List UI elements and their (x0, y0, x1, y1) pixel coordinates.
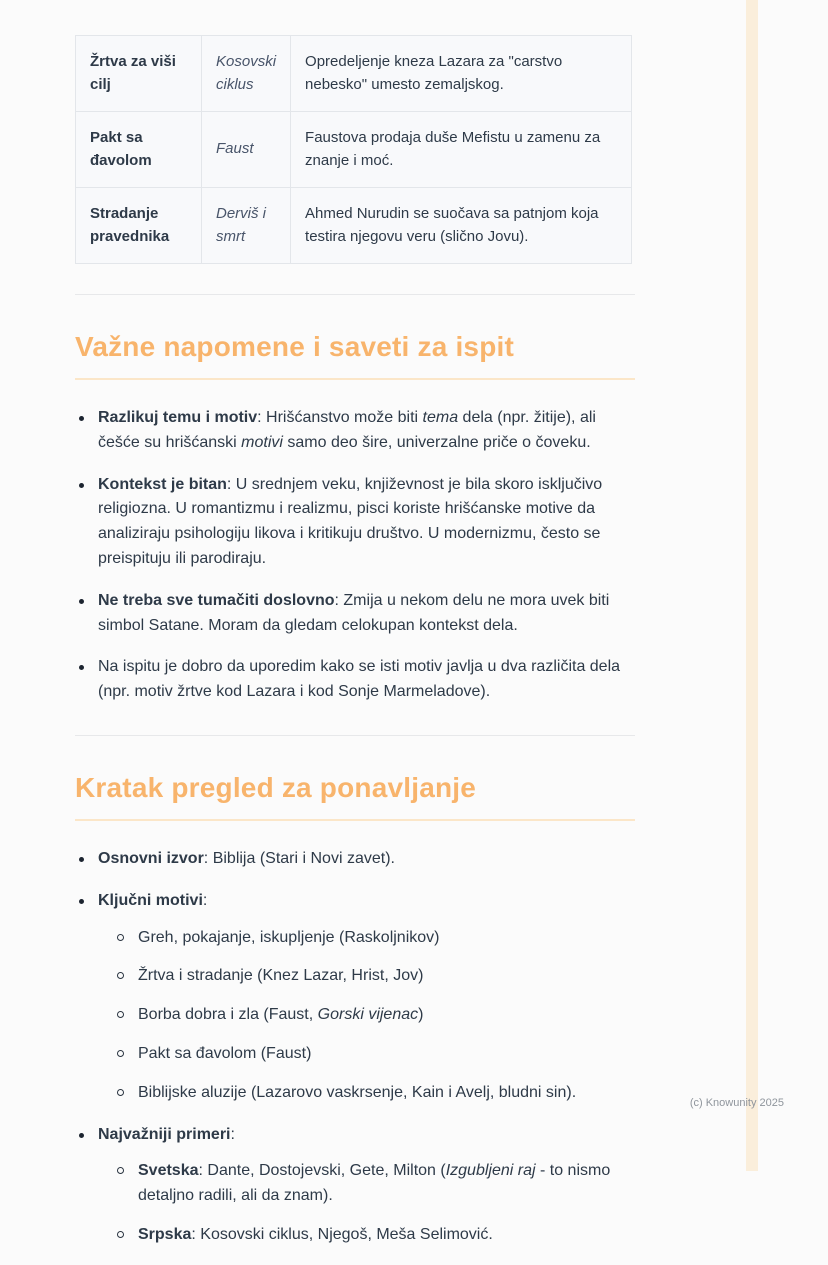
list-item (77, 406, 635, 456)
bullet-icon (79, 483, 84, 488)
sub-list-item (116, 1159, 635, 1209)
sub-list-item (116, 964, 635, 989)
circle-bullet-icon (117, 1089, 124, 1096)
motif-cell: Žrtva za viši cilj (76, 36, 202, 112)
bullet-icon (79, 665, 84, 670)
bullet-icon (79, 416, 84, 421)
sub-list-item (116, 1042, 635, 1067)
list-item-text: Biblijske aluzije (Lazarovo vaskrsenje, Kain i Avelj, bludni sin). (138, 1083, 577, 1101)
motifs-table (75, 35, 632, 264)
list-item-text: Ne treba sve tumačiti doslovno: Zmija u nekom delu ne mora uvek biti simbol Satane. Moram da gledam celokupan kontekst dela. (98, 591, 610, 634)
list-item-text: Greh, pokajanje, iskupljenje (Raskoljnikov) (138, 928, 440, 946)
list-item-text: Borba dobra i zla (Faust, Gorski vijenac) (138, 1006, 424, 1024)
section-divider (75, 735, 635, 736)
list-item (77, 889, 635, 1106)
bullet-icon (79, 1133, 84, 1138)
work-cell: Faust (202, 112, 291, 188)
bullet-icon (79, 899, 84, 904)
list-item (77, 1123, 635, 1248)
work-cell: Kosovski ciklus (202, 36, 291, 112)
list-item (77, 655, 635, 705)
motif-cell: Pakt sa đavolom (76, 112, 202, 188)
work-cell: Derviš i smrt (202, 188, 291, 264)
footer-credit: (c) Knowunity 2025 (689, 1097, 784, 1109)
circle-bullet-icon (117, 1050, 124, 1057)
sub-list-najvazniji-primeri (116, 1159, 635, 1247)
sub-list-item (116, 1223, 635, 1248)
description-cell: Faustova prodaja duše Mefistu u zamenu za znanje i moć. (291, 112, 632, 188)
table-row (76, 188, 632, 264)
list-item (77, 847, 635, 872)
list-item-text: Srpska: Kosovski ciklus, Njegoš, Meša Selimović. (138, 1225, 493, 1243)
bullet-icon (79, 857, 84, 862)
motif-cell: Stradanje pravednika (76, 188, 202, 264)
sub-list-item (116, 1081, 635, 1106)
list-item-text: Osnovni izvor: Biblija (Stari i Novi zavet). (98, 849, 395, 867)
list-item (77, 589, 635, 639)
list-item (77, 473, 635, 572)
section-heading-kratak-pregled: Kratak pregled za ponavljanje (75, 772, 635, 821)
list-item-text: Na ispitu je dobro da uporedim kako se isti motiv javlja u dva različita dela (npr. motiv žrtve kod Lazara i kod Sonje Marmeladove). (98, 658, 621, 701)
list-item-text: Razlikuj temu i motiv: Hrišćanstvo može biti tema dela (npr. žitije), ali češće su hrišćanski motivi samo deo šire, univerzalne priče o čoveku. (98, 409, 596, 451)
circle-bullet-icon (117, 972, 124, 979)
list-item-text: Svetska: Dante, Dostojevski, Gete, Milton (Izgubljeni raj - to nismo detaljno radili, ali da znam). (138, 1162, 611, 1205)
circle-bullet-icon (117, 1231, 124, 1238)
notes-bullet-list (77, 406, 635, 705)
list-item-text: Ključni motivi: (98, 891, 208, 909)
section-divider (75, 294, 635, 295)
bullet-icon (79, 599, 84, 604)
circle-bullet-icon (117, 1011, 124, 1018)
circle-bullet-icon (117, 934, 124, 941)
description-cell: Ahmed Nurudin se suočava sa patnjom koja testira njegovu veru (slično Jovu). (291, 188, 632, 264)
sub-list-kljucni-motivi (116, 926, 635, 1106)
page-edge-strip (746, 0, 758, 1171)
list-item-text: Najvažniji primeri: (98, 1125, 235, 1143)
sub-list-item (116, 1003, 635, 1028)
description-cell: Opredeljenje kneza Lazara za "carstvo nebesko" umesto zemaljskog. (291, 36, 632, 112)
table-row (76, 112, 632, 188)
document-content (75, 35, 635, 1265)
section-heading-vazne-napomene: Važne napomene i saveti za ispit (75, 331, 635, 380)
sub-list-item (116, 926, 635, 951)
list-item-text: Žrtva i stradanje (Knez Lazar, Hrist, Jov) (138, 967, 424, 985)
table-row (76, 36, 632, 112)
list-item-text: Kontekst je bitan: U srednjem veku, književnost je bila skoro isključivo religiozna. U romantizmu i realizmu, pisci koriste hrišćanske motive da analiziraju psihologiju likova i kritikuju društvo. U modernizmu, često se preispituju ili parodiraju. (98, 475, 603, 567)
list-item-text: Pakt sa đavolom (Faust) (138, 1044, 312, 1062)
summary-bullet-list (77, 847, 635, 1248)
